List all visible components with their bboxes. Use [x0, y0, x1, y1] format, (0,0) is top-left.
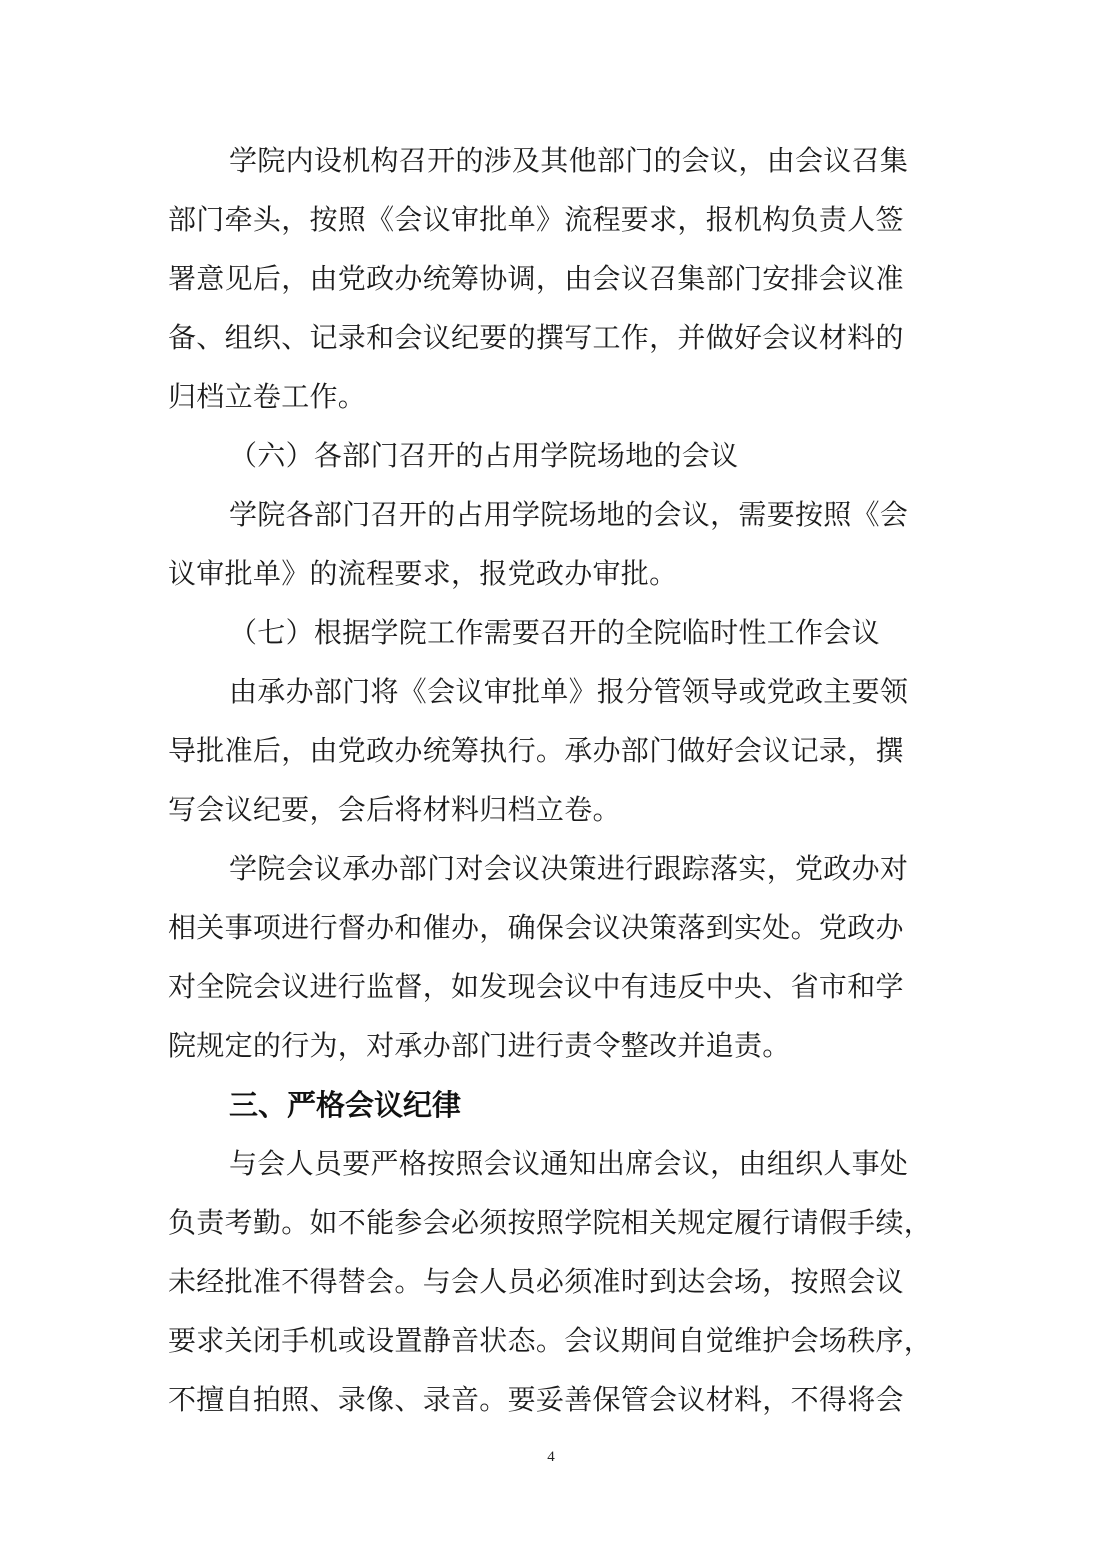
paragraph-line: 不擅自拍照、录像、录音。要妥善保管会议材料，不得将会 [168, 1383, 904, 1416]
paragraph-line: 导批准后，由党政办统筹执行。承办部门做好会议记录，撰 [168, 734, 904, 767]
paragraph-line: 署意见后，由党政办统筹协调，由会议召集部门安排会议准 [168, 262, 904, 295]
paragraph-line: 归档立卷工作。 [168, 380, 367, 413]
paragraph-line: 备、组织、记录和会议纪要的撰写工作，并做好会议材料的 [168, 321, 904, 354]
paragraph-line: 未经批准不得替会。与会人员必须准时到达会场，按照会议 [168, 1265, 904, 1298]
paragraph-line: 学院内设机构召开的涉及其他部门的会议，由会议召集 [229, 144, 909, 177]
paragraph-line: 部门牵头，按照《会议审批单》流程要求，报机构负责人签 [168, 203, 904, 236]
paragraph-line: 要求关闭手机或设置静音状态。会议期间自觉维护会场秩序， [168, 1324, 933, 1357]
paragraph-line: 对全院会议进行监督，如发现会议中有违反中央、省市和学 [168, 970, 904, 1003]
page-number: 4 [547, 1449, 555, 1465]
section-heading: 三、严格会议纪律 [229, 1088, 462, 1122]
paragraph-line: 学院会议承办部门对会议决策进行跟踪落实，党政办对 [229, 852, 909, 885]
paragraph-line: 由承办部门将《会议审批单》报分管领导或党政主要领 [229, 675, 909, 708]
paragraph-line: 与会人员要严格按照会议通知出席会议，由组织人事处 [229, 1147, 909, 1180]
paragraph-line: 相关事项进行督办和催办，确保会议决策落到实处。党政办 [168, 911, 904, 944]
paragraph-line: 学院各部门召开的占用学院场地的会议，需要按照《会 [229, 498, 909, 531]
paragraph-line: 院规定的行为，对承办部门进行责令整改并追责。 [168, 1029, 791, 1062]
paragraph-line: 写会议纪要，会后将材料归档立卷。 [168, 793, 621, 826]
paragraph-line: 议审批单》的流程要求，报党政办审批。 [168, 557, 678, 590]
paragraph-line: 负责考勤。如不能参会必须按照学院相关规定履行请假手续， [168, 1206, 933, 1239]
section-subheading: （七）根据学院工作需要召开的全院临时性工作会议 [229, 616, 880, 649]
section-subheading: （六）各部门召开的占用学院场地的会议 [229, 439, 739, 472]
